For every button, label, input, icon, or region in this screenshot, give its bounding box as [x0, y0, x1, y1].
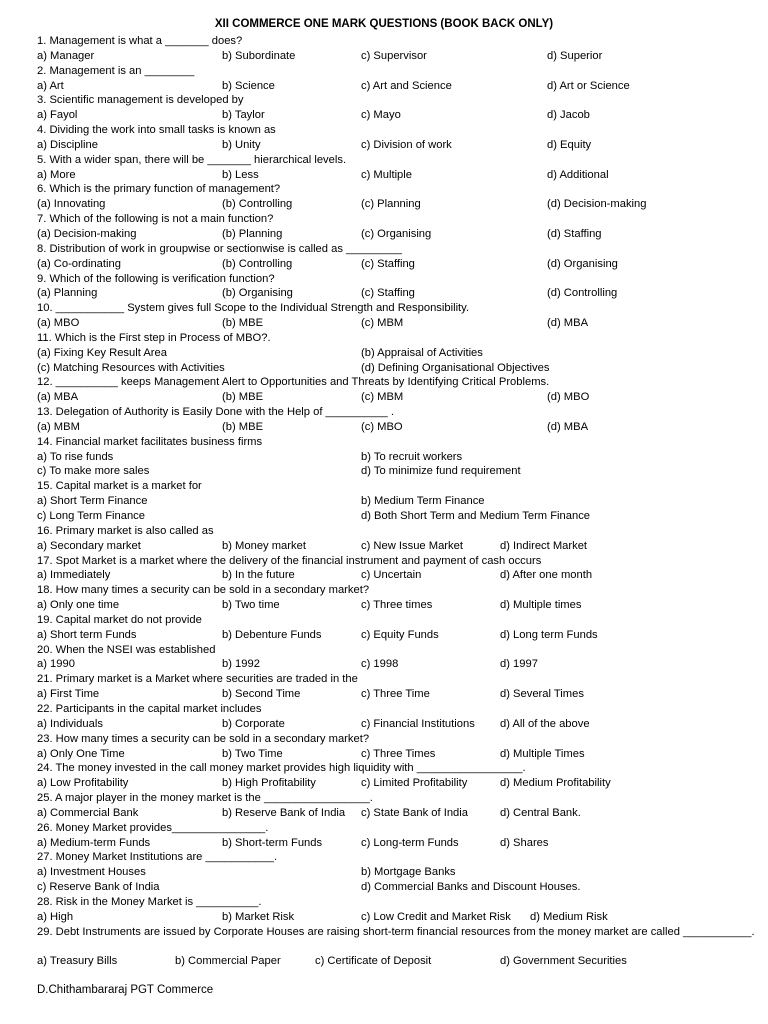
option-text: d) Superior [547, 49, 603, 62]
option-text: d) Medium Risk [530, 910, 608, 923]
question-line [37, 821, 737, 836]
option-text: (b) Appraisal of Activities [361, 346, 483, 359]
option-text: b) In the future [222, 569, 295, 582]
option-text: b) Market Risk [222, 910, 295, 923]
option-text: (a) MBA [37, 391, 79, 404]
option-text: d) Long term Funds [500, 628, 598, 641]
options-line [37, 286, 737, 301]
option-text: a) Commercial Bank [37, 806, 139, 819]
options-line [37, 420, 737, 435]
options-line [37, 598, 737, 613]
option-text: (c) Staffing [361, 257, 415, 270]
option-text: d) After one month [500, 569, 593, 582]
question-line [37, 643, 737, 658]
options-line [37, 687, 737, 702]
option-text: b) Reserve Bank of India [222, 806, 346, 819]
question-text: 15. Capital market is a market for [37, 480, 202, 493]
option-text: (b) MBE [222, 317, 264, 330]
option-text: c) Long-term Funds [361, 836, 459, 849]
question-line [37, 613, 737, 628]
option-text: b) Taylor [222, 109, 265, 122]
option-text: c) Supervisor [361, 49, 427, 62]
question-text: 9. Which of the following is verification function? [37, 272, 275, 285]
option-text: d) Additional [547, 168, 609, 181]
question-line [37, 182, 737, 197]
option-text: b) High Profitability [222, 777, 316, 790]
options-line [37, 464, 737, 479]
option-text: (c) Organising [361, 227, 432, 240]
question-line [37, 375, 737, 390]
options-line [37, 197, 737, 212]
question-text: 3. Scientific management is developed by [37, 94, 244, 107]
option-text: d) Central Bank. [500, 806, 581, 819]
option-text: (a) Decision-making [37, 227, 137, 240]
option-text: (d) MBO [547, 391, 590, 404]
option-text: c) Art and Science [361, 79, 452, 92]
question-text: 22. Participants in the capital market includes [37, 702, 262, 715]
question-line [37, 435, 737, 450]
option-text: a) Immediately [37, 569, 111, 582]
option-text: b) Medium Term Finance [361, 495, 485, 508]
option-text: (b) MBE [222, 391, 264, 404]
option-text: a) Investment Houses [37, 866, 146, 879]
option-text: (a) Innovating [37, 198, 106, 211]
option-text: (c) MBO [361, 420, 403, 433]
question-text: 17. Spot Market is a market where the delivery of the financial instrument and payment of cash occurs [37, 554, 542, 567]
option-text: d) Government Securities [500, 955, 627, 968]
option-text: d) Both Short Term and Medium Term Finance [361, 510, 591, 522]
option-text: (d) Organising [547, 257, 618, 270]
option-text: a) Medium-term Funds [37, 836, 151, 849]
options-line [37, 806, 737, 821]
option-text: (d) MBA [547, 317, 589, 330]
option-text: b) Two time [222, 599, 280, 612]
option-text: (d) MBA [547, 420, 589, 433]
options-line [37, 747, 737, 762]
option-text: b) Less [222, 168, 259, 181]
question-text: 5. With a wider span, there will be _______ hierarchical levels. [37, 153, 347, 166]
question-line [37, 212, 737, 227]
options-line [37, 361, 737, 376]
option-text: (a) Co-ordinating [37, 257, 121, 270]
question-line [37, 791, 737, 806]
option-text: d) Equity [547, 138, 592, 151]
option-text: c) Financial Institutions [361, 717, 475, 730]
option-text: (b) Organising [222, 287, 293, 300]
question-line [37, 301, 737, 316]
question-text: 4. Dividing the work into small tasks is known as [37, 124, 276, 137]
option-text: (a) Fixing Key Result Area [37, 346, 167, 359]
option-text: a) More [37, 168, 76, 181]
option-text: d) Multiple times [500, 599, 582, 612]
option-text: (c) Matching Resources with Activities [37, 361, 225, 374]
question-text: 24. The money invested in the call money market provides high liquidity with _________________. [37, 762, 526, 775]
options-line [37, 509, 737, 524]
option-text: c) Uncertain [361, 569, 422, 582]
question-text: 26. Money Market provides_______________. [37, 821, 269, 834]
option-text: b) Second Time [222, 688, 301, 701]
options-line [37, 776, 737, 791]
options-line [37, 865, 737, 880]
question-line [37, 34, 737, 49]
question-line [37, 761, 737, 776]
option-text: a) Manager [37, 49, 95, 62]
option-text: a) Individuals [37, 717, 103, 730]
options-line [37, 836, 737, 851]
question-line [37, 672, 737, 687]
options-line [37, 227, 737, 242]
option-text: a) Short term Funds [37, 628, 137, 641]
option-text: a) Treasury Bills [37, 955, 118, 968]
option-text: c) Long Term Finance [37, 510, 145, 522]
option-text: c) Equity Funds [361, 628, 439, 641]
option-text: a) Art [37, 79, 64, 92]
option-text: c) Three Times [361, 747, 436, 760]
question-text: 23. How many times a security can be sold in a secondary market? [37, 732, 370, 745]
option-text: a) Short Term Finance [37, 495, 148, 508]
options-line [37, 390, 737, 405]
option-text: d) Multiple Times [500, 747, 585, 760]
question-text: 14. Financial market facilitates business firms [37, 435, 263, 448]
option-text: c) To make more sales [37, 465, 150, 478]
option-text: b) Science [222, 79, 275, 92]
options-line [37, 138, 737, 153]
options-line [37, 539, 737, 554]
options-line [37, 49, 737, 64]
question-text: 20. When the NSEI was established [37, 643, 216, 656]
question-line [37, 524, 737, 539]
option-text: b) Two Time [222, 747, 283, 760]
options-line [37, 316, 737, 331]
option-text: a) High [37, 910, 74, 923]
options-line [37, 910, 737, 925]
question-line [37, 331, 737, 346]
question-text: 11. Which is the First step in Process of MBO?. [37, 331, 271, 344]
question-line [37, 554, 737, 569]
option-text: a) Discipline [37, 138, 98, 151]
question-text: 25. A major player in the money market is the _________________. [37, 792, 373, 805]
question-line [37, 895, 737, 910]
question-list [37, 34, 755, 969]
option-text: b) Short-term Funds [222, 836, 323, 849]
option-text: (c) Planning [361, 198, 421, 211]
question-text: 18. How many times a security can be sold in a secondary market? [37, 584, 370, 597]
option-text: b) Mortgage Banks [361, 866, 456, 879]
options-line [37, 657, 737, 672]
option-text: (c) Staffing [361, 287, 415, 300]
question-line [37, 732, 737, 747]
option-text: a) 1990 [37, 658, 75, 671]
options-line [37, 494, 737, 509]
question-line [37, 272, 737, 287]
options-line [37, 954, 737, 969]
question-text: 2. Management is an ________ [37, 64, 195, 77]
question-text: 21. Primary market is a Market where securities are traded in the [37, 673, 358, 686]
option-text: d) Shares [500, 836, 549, 849]
option-text: c) Low Credit and Market Risk [361, 910, 511, 923]
option-text: d) 1997 [500, 658, 538, 671]
options-line [37, 79, 737, 94]
options-line [37, 880, 737, 895]
option-text: b) Money market [222, 539, 306, 552]
question-line [37, 479, 737, 494]
option-text: b) Debenture Funds [222, 628, 322, 641]
question-line [37, 242, 737, 257]
question-line [37, 405, 737, 420]
question-line [37, 925, 755, 955]
option-text: (a) MBO [37, 317, 80, 330]
options-line [37, 568, 737, 583]
question-text: 10. ___________ System gives full Scope to the Individual Strength and Responsibility. [37, 302, 470, 315]
option-text: d) Jacob [547, 109, 590, 122]
option-text: a) Secondary market [37, 539, 141, 552]
option-text: b) Corporate [222, 717, 285, 730]
question-text: 6. Which is the primary function of management? [37, 183, 281, 196]
options-line [37, 346, 737, 361]
option-text: (b) Controlling [222, 257, 293, 270]
option-text: b) Subordinate [222, 49, 296, 62]
option-text: d) Art or Science [547, 79, 630, 92]
option-text: c) State Bank of India [361, 806, 468, 819]
question-text: 1. Management is what a _______ does? [37, 35, 243, 47]
option-text: c) Division of work [361, 138, 452, 151]
option-text: a) To rise funds [37, 450, 114, 463]
option-text: c) Three times [361, 599, 433, 612]
options-line [37, 717, 737, 732]
option-text: c) Certificate of Deposit [315, 955, 432, 968]
options-line [37, 168, 737, 183]
option-text: (d) Decision-making [547, 198, 647, 211]
option-text: (b) Controlling [222, 198, 293, 211]
question-line [37, 850, 737, 865]
author-footer: D.Chithambararaj PGT Commerce [37, 984, 214, 996]
option-text: c) New Issue Market [361, 539, 463, 552]
option-text: a) Only one time [37, 599, 120, 612]
option-text: a) Fayol [37, 109, 78, 122]
option-text: b) 1992 [222, 658, 260, 671]
question-text: 12. __________ keeps Management Alert to Opportunities and Threats by Identifying Critical Problems. [37, 376, 550, 389]
options-line [37, 450, 737, 465]
options-line [37, 257, 737, 272]
option-text: d) All of the above [500, 717, 590, 730]
options-line [37, 628, 737, 643]
option-text: (d) Staffing [547, 227, 602, 240]
option-text: b) Commercial Paper [175, 955, 281, 968]
question-text: 8. Distribution of work in groupwise or sectionwise is called as _________ [37, 242, 403, 255]
question-line [37, 93, 737, 108]
question-text: 19. Capital market do not provide [37, 613, 202, 626]
question-text: 27. Money Market Institutions are ___________. [37, 851, 278, 864]
option-text: c) Multiple [361, 168, 412, 181]
option-text: d) Several Times [500, 688, 584, 701]
option-text: d) Medium Profitability [500, 777, 611, 790]
option-text: (d) Controlling [547, 287, 618, 300]
option-text: b) To recruit workers [361, 450, 463, 463]
options-line [37, 108, 737, 123]
option-text: (c) MBM [361, 317, 404, 330]
question-line [37, 123, 737, 138]
option-text: (c) MBM [361, 391, 404, 404]
option-text: c) Reserve Bank of India [37, 881, 160, 894]
question-line [37, 64, 737, 79]
option-text: d) Commercial Banks and Discount Houses. [361, 881, 581, 894]
option-text: a) Only One Time [37, 747, 125, 760]
option-text: d) To minimize fund requirement [361, 465, 521, 478]
option-text: (a) Planning [37, 287, 98, 300]
option-text: b) Unity [222, 138, 261, 151]
option-text: c) Mayo [361, 109, 401, 122]
question-text: 16. Primary market is also called as [37, 524, 214, 537]
option-text: (b) Planning [222, 227, 283, 240]
option-text: a) Low Profitability [37, 777, 129, 790]
document-title: XII COMMERCE ONE MARK QUESTIONS (BOOK BACK ONLY) [214, 18, 554, 30]
option-text: c) Three Time [361, 688, 430, 701]
question-line [37, 702, 737, 717]
option-text: (b) MBE [222, 420, 264, 433]
option-text: d) Indirect Market [500, 539, 588, 552]
option-text: (a) MBM [37, 420, 80, 433]
question-line [37, 153, 737, 168]
option-text: c) Limited Profitability [361, 777, 468, 790]
question-line [37, 583, 737, 598]
question-text: 7. Which of the following is not a main function? [37, 213, 274, 226]
question-text: 29. Debt Instruments are issued by Corporate Houses are raising short-term financial resources from the money market are called ___________. [37, 925, 755, 938]
option-text: c) 1998 [361, 658, 399, 671]
option-text: a) First Time [37, 688, 100, 701]
question-text: 13. Delegation of Authority is Easily Done with the Help of __________ . [37, 406, 394, 419]
question-text: 28. Risk in the Money Market is __________. [37, 895, 262, 908]
option-text: (d) Defining Organisational Objectives [361, 361, 550, 374]
